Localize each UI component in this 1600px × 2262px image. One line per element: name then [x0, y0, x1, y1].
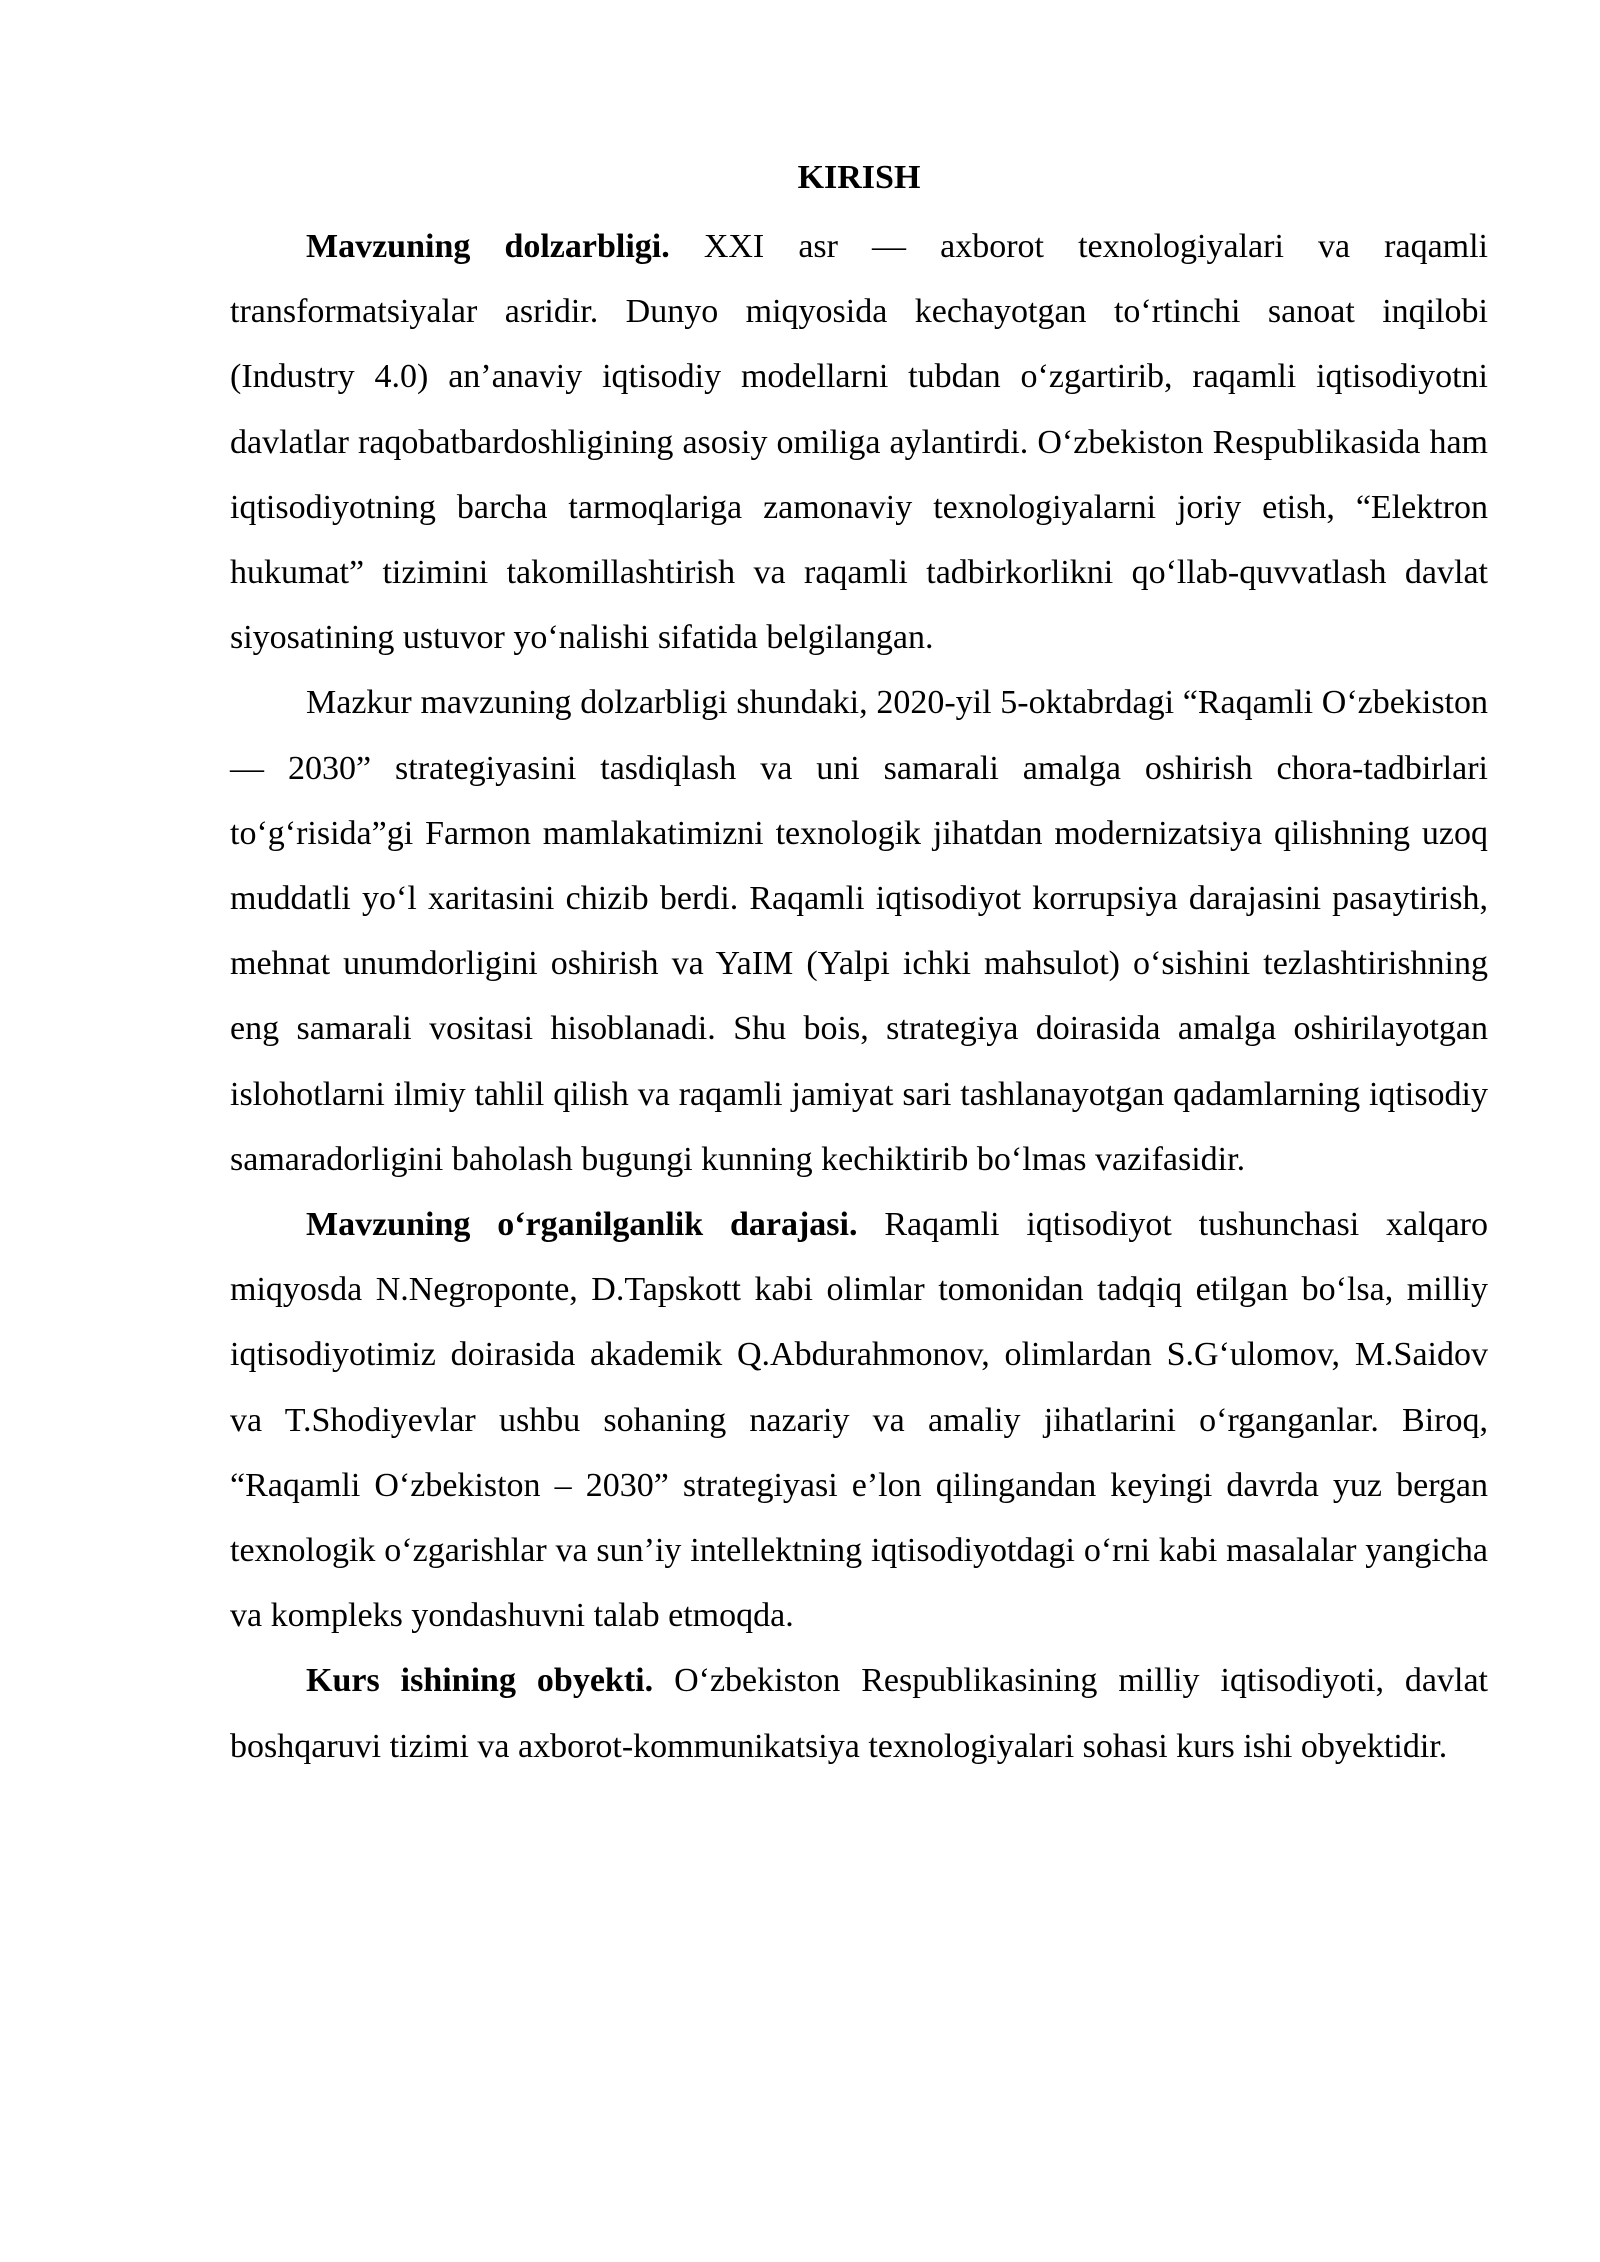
paragraph-text-relevance: XXI asr — axborot texnologiyalari va raqamli transformatsiyalar asridir. Dunyo miqyosida kechayotgan to‘rtinchi sanoat inqilobi (Industry 4.0) an’anaviy iqtisodiy modellarni tubdan o‘zgartirib, raqamli iqtisodiyotni davlatlar raqobatbardoshligining asosiy omiliga aylantirdi. O‘zbekiston Respublikasida ham iqtisodiyotning barcha tarmoqlariga zamonaviy texnologiyalarni joriy etish, “Elektron hukumat” tizimini takomillashtirish va raqamli tadbirkorlikni qo‘llab-quvvatlash davlat siyosatining ustuvor yo‘nalishi sifatida belgilangan. [230, 228, 1489, 657]
paragraph-text-study-level: Raqamli iqtisodiyot tushunchasi xalqaro miqyosda N.Negroponte, D.Tapskott kabi olimlar tomonidan tadqiq etilgan bo‘lsa, milliy iqtisodiyotimiz doirasida akademik Q.Abdurahmonov, olimlardan S.G‘ulomov, M.Saidov va T.Shodiyevlar ushbu sohaning nazariy va amaliy jihatlarini o‘rganganlar. Biroq, “Raqamli O‘zbekiston – 2030” strategiyasi e’lon qilingandan keyingi davrda yuz bergan texnologik o‘zgarishlar va sun’iy intellektning iqtisodiyotdagi o‘rni kabi masalalar yangicha va kompleks yondashuvni talab etmoqda. [230, 1206, 1488, 1635]
paragraph-study-level [230, 1192, 1488, 1648]
paragraph-text-object: O‘zbekiston Respublikasining milliy iqtisodiyoti, davlat boshqaruvi tizimi va axborot-kommunikatsiya texnologiyalari sohasi kurs ishi obyektidir. [230, 1662, 1488, 1765]
paragraph-lead-object: Kurs ishining obyekti. [306, 1662, 654, 1700]
paragraph-lead-relevance: Mavzuning dolzarbligi. [306, 228, 670, 265]
paragraph-strategy [230, 670, 1488, 1192]
paragraph-lead-study-level: Mavzuning o‘rganilganlik darajasi. [306, 1206, 858, 1244]
paragraph-relevance [230, 214, 1488, 670]
paragraph-text-strategy: Mazkur mavzuning dolzarbligi shundaki, 2020-yil 5-oktabrdagi “Raqamli O‘zbekiston — 2030” strategiyasini tasdiqlash va uni samarali amalga oshirish chora-tadbirlari to‘g‘risida”gi Farmon mamlakatimizni texnologik jihatdan modernizatsiya qilishning uzoq muddatli yo‘l xaritasini chizib berdi. Raqamli iqtisodiyot korrupsiya darajasini pasaytirish, mehnat unumdorligini oshirish va YaIM (Yalpi ichki mahsulot) o‘sishini tezlashtirishning eng samarali vositasi hisoblanadi. Shu bois, strategiya doirasida amalga oshirilayotgan islohotlarni ilmiy tahlil qilish va raqamli jamiyat sari tashlanayotgan qadamlarning iqtisodiy samaradorligini baholash bugungi kunning kechiktirib bo‘lmas vazifasidir. [230, 684, 1488, 1178]
paragraph-object [230, 1648, 1488, 1778]
document-title: KIRISH [797, 159, 921, 196]
document-page [230, 148, 1488, 1779]
